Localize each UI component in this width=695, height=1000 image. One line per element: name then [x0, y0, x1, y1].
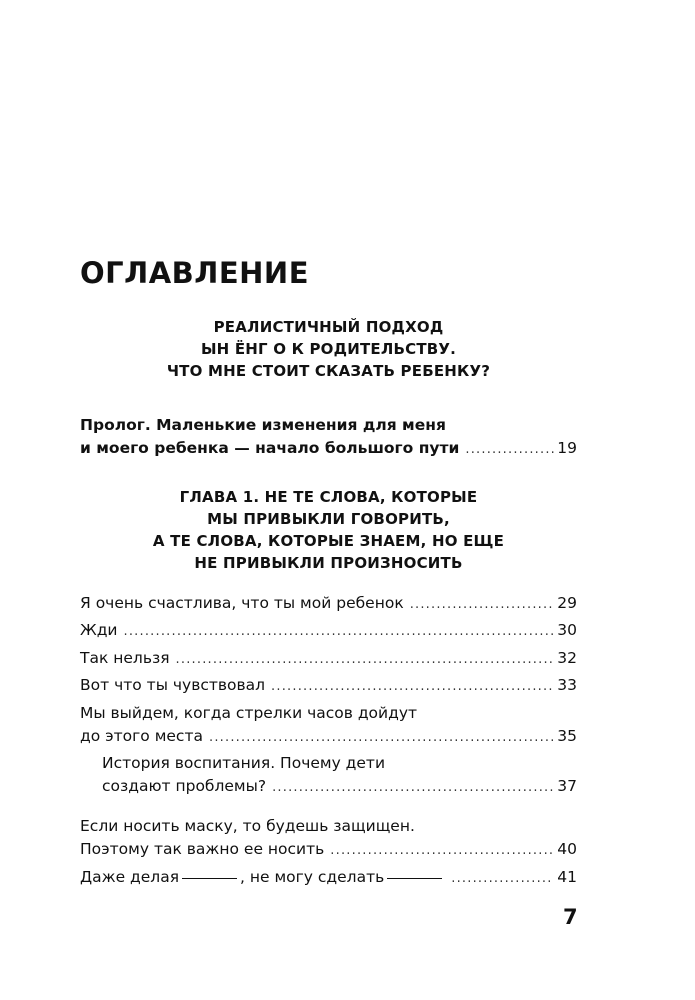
entry-title-line: Если носить маску, то будешь защищен.	[80, 817, 415, 835]
toc-entry[interactable]	[80, 815, 577, 862]
entry-page-number: 19	[557, 439, 577, 457]
dot-leader	[465, 438, 554, 461]
entry-page-number: 41	[557, 868, 577, 886]
toc-subentry[interactable]	[102, 752, 577, 799]
entry-page-number: 29	[557, 594, 577, 612]
dot-leader	[272, 776, 554, 799]
entry-page-number: 37	[557, 777, 577, 795]
entry-title: Я очень счастлива, что ты мой ребенок	[80, 594, 404, 612]
page-number: 7	[563, 905, 578, 929]
entry-page-number: 35	[557, 727, 577, 745]
entry-title-line: Поэтому так важно ее носить	[80, 840, 325, 858]
toc-entry-prologue[interactable]	[80, 414, 577, 461]
dot-leader	[451, 867, 554, 890]
part-heading	[80, 316, 577, 382]
toc-entry[interactable]	[80, 647, 577, 671]
toc-entry[interactable]	[80, 619, 577, 643]
entry-title-line: История воспитания. Почему дети	[102, 754, 386, 772]
part-heading-line: ЧТО МНЕ СТОИТ СКАЗАТЬ РЕБЕНКУ?	[166, 362, 491, 380]
chapter-heading-line: ГЛАВА 1. НЕ ТЕ СЛОВА, КОТОРЫЕ	[179, 488, 478, 506]
blank-underline	[182, 878, 237, 879]
dot-leader	[176, 648, 555, 671]
entry-title-part: , не могу сделать	[240, 868, 385, 886]
dot-leader	[410, 593, 555, 616]
part-heading-line: ЫН ЁНГ О К РОДИТЕЛЬСТВУ.	[200, 340, 457, 358]
entry-page-number: 40	[557, 840, 577, 858]
dot-leader	[271, 675, 554, 698]
entry-page-number: 30	[557, 621, 577, 639]
chapter-heading-line: НЕ ПРИВЫКЛИ ПРОИЗНОСИТЬ	[194, 554, 463, 572]
chapter-heading-line: МЫ ПРИВЫКЛИ ГОВОРИТЬ,	[207, 510, 450, 528]
dot-leader	[330, 839, 554, 862]
toc-entry[interactable]	[80, 592, 577, 616]
entry-title: Так нельзя	[80, 649, 170, 667]
part-heading-line: РЕАЛИСТИЧНЫЙ ПОДХОД	[213, 318, 444, 336]
entry-title: Жди	[80, 621, 118, 639]
entry-title-part: Даже делая	[80, 868, 180, 886]
chapter-heading	[80, 486, 577, 574]
entry-title: Вот что ты чувствовал	[80, 676, 266, 694]
entry-title-line: Пролог. Маленькие изменения для меня	[80, 416, 446, 434]
dot-leader	[124, 620, 555, 643]
dot-leader	[209, 726, 554, 749]
entry-page-number: 33	[557, 676, 577, 694]
entry-title-line: до этого места	[80, 727, 203, 745]
chapter-heading-line: А ТЕ СЛОВА, КОТОРЫЕ ЗНАЕМ, НО ЕЩЕ	[152, 532, 505, 550]
blank-underline	[387, 878, 442, 879]
page-title: ОГЛАВЛЕНИЕ	[80, 256, 310, 290]
toc-entry[interactable]	[80, 866, 577, 890]
entry-page-number: 32	[557, 649, 577, 667]
toc-entry[interactable]	[80, 674, 577, 698]
entry-title-line: и моего ребенка — начало большого пути	[80, 439, 460, 457]
entry-title-line: создают проблемы?	[102, 777, 267, 795]
toc-entry[interactable]	[80, 702, 577, 749]
entry-title-line: Мы выйдем, когда стрелки часов дойдут	[80, 704, 418, 722]
